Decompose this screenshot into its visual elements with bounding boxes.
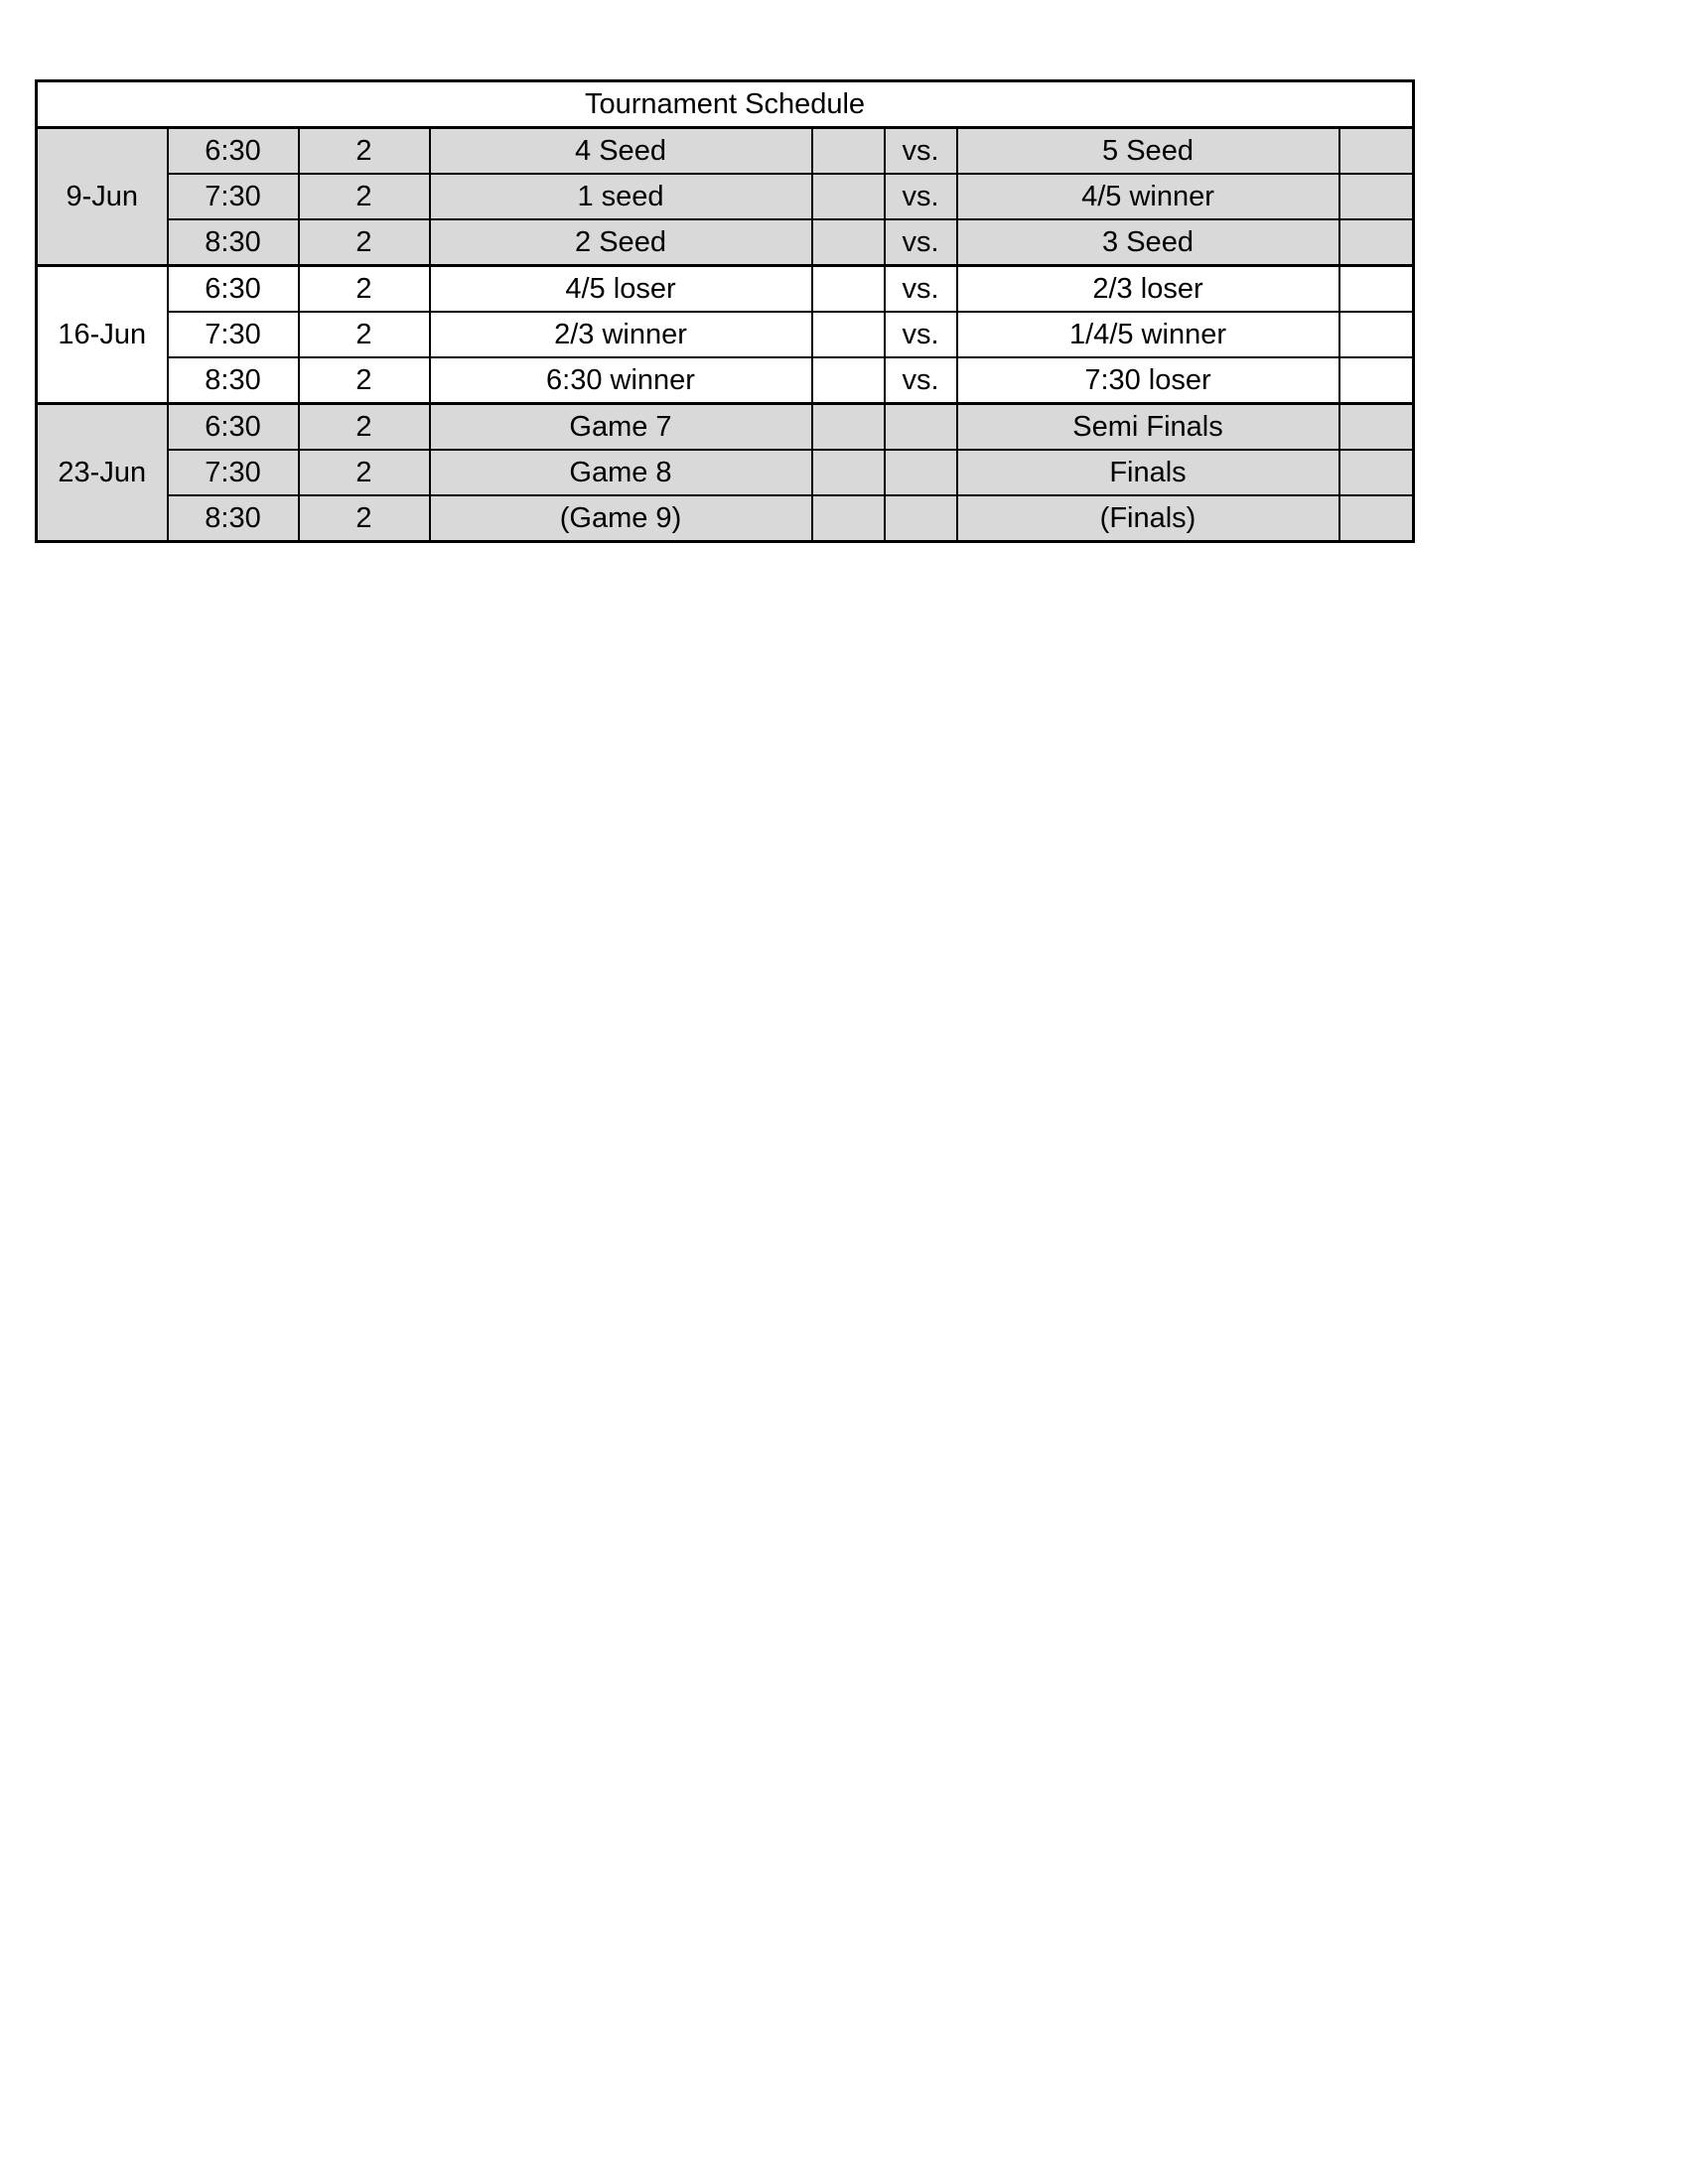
away-score-cell — [1339, 266, 1414, 313]
away-score-cell — [1339, 404, 1414, 451]
game-row — [37, 128, 1414, 175]
game-field-cell: 2 — [299, 219, 430, 266]
tournament-schedule-table — [35, 79, 1415, 543]
game-row — [37, 312, 1414, 357]
home-score-cell — [812, 404, 885, 451]
away-score-cell — [1339, 174, 1414, 219]
versus-cell — [885, 450, 957, 495]
game-time-cell: 8:30 — [168, 495, 299, 542]
away-score-cell — [1339, 450, 1414, 495]
versus-cell: vs. — [885, 219, 957, 266]
game-field-cell: 2 — [299, 174, 430, 219]
game-time-cell: 8:30 — [168, 219, 299, 266]
home-score-cell — [812, 450, 885, 495]
game-row — [37, 266, 1414, 313]
away-team-cell: 4/5 winner — [957, 174, 1339, 219]
date-cell: 23-Jun — [37, 404, 168, 542]
game-row — [37, 450, 1414, 495]
versus-cell: vs. — [885, 266, 957, 313]
game-field-cell: 2 — [299, 495, 430, 542]
home-team-cell: 4/5 loser — [430, 266, 812, 313]
game-time-cell: 6:30 — [168, 266, 299, 313]
game-row — [37, 404, 1414, 451]
versus-cell — [885, 404, 957, 451]
home-score-cell — [812, 219, 885, 266]
game-row — [37, 495, 1414, 542]
date-cell: 9-Jun — [37, 128, 168, 266]
home-team-cell: 6:30 winner — [430, 357, 812, 404]
away-team-cell: Finals — [957, 450, 1339, 495]
date-cell: 16-Jun — [37, 266, 168, 404]
home-team-cell: 2 Seed — [430, 219, 812, 266]
away-team-cell: (Finals) — [957, 495, 1339, 542]
game-row — [37, 174, 1414, 219]
home-team-cell: 1 seed — [430, 174, 812, 219]
versus-cell — [885, 495, 957, 542]
home-team-cell: (Game 9) — [430, 495, 812, 542]
away-team-cell: 3 Seed — [957, 219, 1339, 266]
game-field-cell: 2 — [299, 312, 430, 357]
home-score-cell — [812, 357, 885, 404]
away-team-cell: 5 Seed — [957, 128, 1339, 175]
away-score-cell — [1339, 219, 1414, 266]
game-row — [37, 219, 1414, 266]
game-time-cell: 7:30 — [168, 312, 299, 357]
table-title: Tournament Schedule — [37, 81, 1414, 128]
game-time-cell: 8:30 — [168, 357, 299, 404]
away-team-cell: 7:30 loser — [957, 357, 1339, 404]
home-score-cell — [812, 495, 885, 542]
game-field-cell: 2 — [299, 450, 430, 495]
home-team-cell: Game 8 — [430, 450, 812, 495]
away-score-cell — [1339, 312, 1414, 357]
game-field-cell: 2 — [299, 128, 430, 175]
versus-cell: vs. — [885, 174, 957, 219]
home-score-cell — [812, 128, 885, 175]
game-time-cell: 7:30 — [168, 450, 299, 495]
schedule-body — [37, 81, 1414, 542]
away-team-cell: 1/4/5 winner — [957, 312, 1339, 357]
home-score-cell — [812, 174, 885, 219]
game-field-cell: 2 — [299, 404, 430, 451]
game-time-cell: 7:30 — [168, 174, 299, 219]
title-row — [37, 81, 1414, 128]
game-row — [37, 357, 1414, 404]
home-team-cell: 4 Seed — [430, 128, 812, 175]
versus-cell: vs. — [885, 128, 957, 175]
game-field-cell: 2 — [299, 357, 430, 404]
away-score-cell — [1339, 495, 1414, 542]
away-team-cell: 2/3 loser — [957, 266, 1339, 313]
home-team-cell: Game 7 — [430, 404, 812, 451]
game-field-cell: 2 — [299, 266, 430, 313]
versus-cell: vs. — [885, 357, 957, 404]
away-score-cell — [1339, 357, 1414, 404]
home-team-cell: 2/3 winner — [430, 312, 812, 357]
away-team-cell: Semi Finals — [957, 404, 1339, 451]
game-time-cell: 6:30 — [168, 404, 299, 451]
game-time-cell: 6:30 — [168, 128, 299, 175]
home-score-cell — [812, 266, 885, 313]
away-score-cell — [1339, 128, 1414, 175]
home-score-cell — [812, 312, 885, 357]
versus-cell: vs. — [885, 312, 957, 357]
